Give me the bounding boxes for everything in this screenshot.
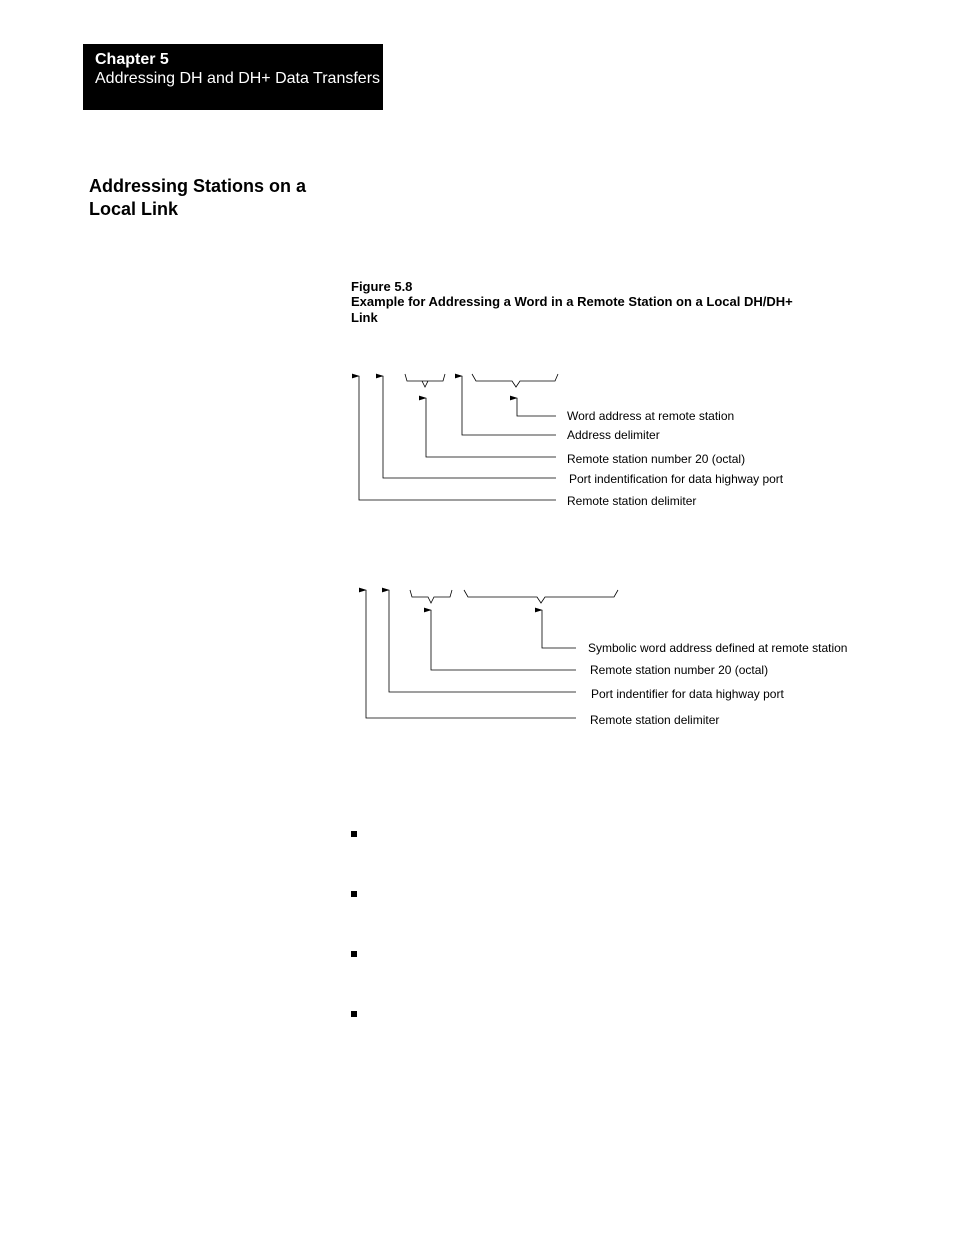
label-port-identifier: Port indentifier for data highway port bbox=[591, 687, 784, 701]
leader-port-id-2 bbox=[389, 590, 576, 692]
chapter-label: Chapter 5 bbox=[95, 51, 169, 68]
label-station-number-2: Remote station number 20 (octal) bbox=[590, 663, 769, 677]
chapter-title: Addressing DH and DH+ Data Transfers bbox=[95, 70, 381, 87]
label-station-delimiter: Remote station delimiter bbox=[567, 494, 697, 508]
brace-station-number-2 bbox=[410, 590, 452, 603]
label-word-address: Word address at remote station bbox=[567, 409, 735, 423]
label-symbolic-address: Symbolic word address defined at remote station bbox=[588, 641, 848, 655]
leader-word-address bbox=[517, 398, 556, 416]
bullet-marker bbox=[351, 891, 357, 897]
leader-port-id bbox=[383, 376, 556, 478]
figure-number: Figure 5.8 bbox=[351, 279, 413, 294]
label-station-delimiter-2: Remote station delimiter bbox=[590, 713, 720, 727]
bullet-marker bbox=[351, 1011, 357, 1017]
leader-station-number bbox=[426, 398, 556, 457]
leader-station-delimiter bbox=[359, 376, 556, 500]
figure-caption: Example for Addressing a Word in a Remote Station on a Local DH/DH+ Link bbox=[351, 294, 793, 325]
bullet-marker bbox=[351, 951, 357, 957]
diagram-1 bbox=[359, 374, 558, 500]
section-heading: Addressing Stations on a Local Link bbox=[89, 176, 307, 219]
leader-station-delimiter-2 bbox=[366, 590, 576, 718]
diagram-2 bbox=[366, 590, 618, 718]
leader-address-delimiter bbox=[462, 376, 556, 435]
leader-station-number-2 bbox=[431, 610, 576, 670]
label-station-number: Remote station number 20 (octal) bbox=[567, 452, 746, 466]
brace-symbolic-address bbox=[464, 590, 618, 603]
bullet-marker bbox=[351, 831, 357, 837]
brace-station-number bbox=[405, 374, 445, 387]
leader-symbolic-address bbox=[542, 610, 576, 648]
brace-word-address bbox=[472, 374, 558, 387]
label-port-identification: Port indentification for data highway port bbox=[569, 472, 784, 486]
label-address-delimiter: Address delimiter bbox=[567, 428, 660, 442]
